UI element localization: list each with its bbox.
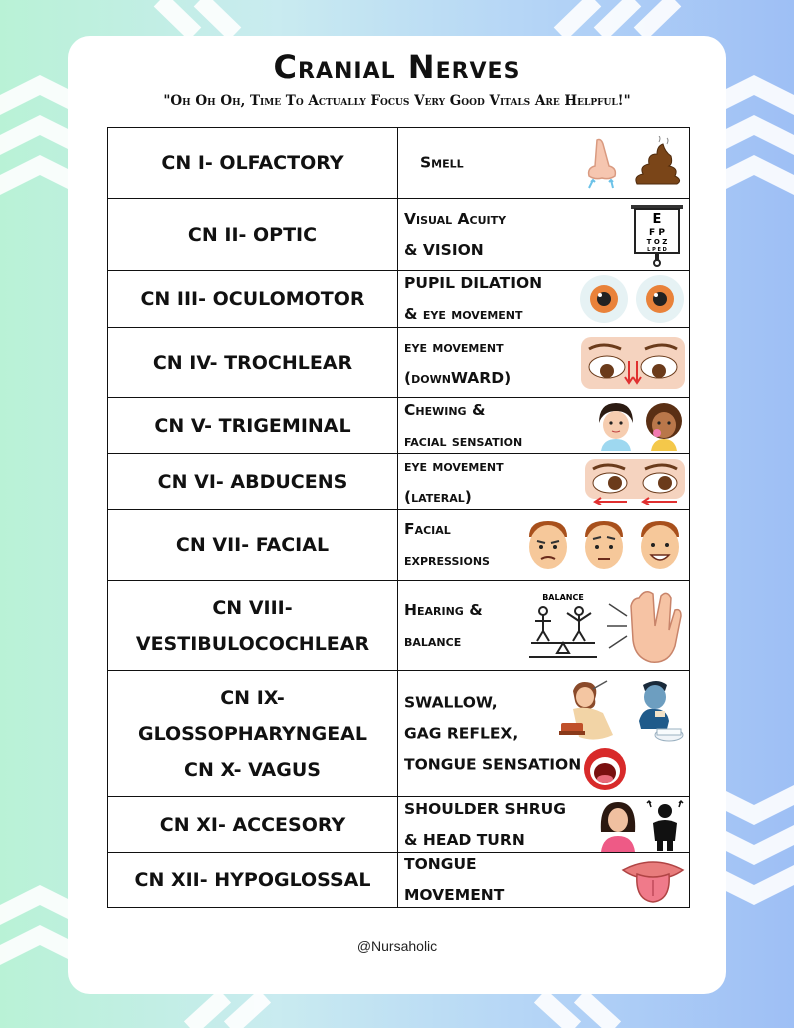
nerve-name-line: CN I- OLFACTORY (161, 152, 344, 174)
nerve-row (108, 510, 690, 581)
nerve-row (108, 797, 690, 853)
girl-chewing-icon (643, 401, 685, 451)
nerve-row (108, 328, 690, 398)
nerve-row (108, 454, 690, 510)
nerve-name (108, 853, 398, 908)
nerve-name (108, 510, 398, 581)
nerve-name-line: CN VIII- (212, 596, 293, 619)
nerve-illustrations (579, 274, 685, 324)
nerve-function-line: Hearing & (404, 600, 483, 619)
nerve-function-line: eye movement (404, 337, 504, 356)
nerve-function-line: PUPIL DILATION (404, 274, 543, 292)
nerve-name (108, 581, 398, 671)
mnemonic-subtitle: "Oh Oh Oh, Time To Actually Focus Very Good Vitals Are Helpful!" (163, 93, 631, 109)
shrug-silhouette-icon (645, 797, 685, 853)
nerve-function-line: expressions (404, 551, 490, 569)
face-worried-icon (579, 517, 629, 573)
pupil-icon (579, 274, 629, 324)
nerve-name (108, 454, 398, 510)
nerve-name-line: CN II- OPTIC (187, 223, 318, 246)
nerve-name-line: CN XI- ACCESORY (159, 813, 346, 836)
nerve-function (398, 128, 690, 199)
nerve-illustrations (547, 677, 685, 791)
woman-eating-icon (547, 679, 627, 747)
nerve-function-line: TONGUE SENSATION (404, 755, 582, 773)
balance-icon (527, 591, 599, 661)
nerve-name (108, 398, 398, 454)
pupil-icon (635, 274, 685, 324)
nerve-function-text (404, 395, 522, 457)
svg-text:T O Z: T O Z (646, 237, 668, 246)
nerve-illustrations (581, 337, 685, 389)
nerve-row (108, 199, 690, 271)
nerve-name (108, 128, 398, 199)
nerve-function (398, 398, 690, 454)
nerve-function-text (404, 794, 566, 856)
nerve-function-line: & HEAD TURN (404, 830, 525, 849)
nerve-name-line: CN VI- ABDUCENS (157, 470, 348, 493)
balance-caption: BALANCE (542, 592, 584, 602)
nerve-name-line: CN VII- FACIAL (175, 534, 330, 556)
nerve-function-text (404, 514, 490, 576)
nerve-function (398, 271, 690, 328)
nerve-row (108, 271, 690, 328)
nerve-name (108, 671, 398, 797)
nerve-row (108, 128, 690, 199)
poop-icon (631, 136, 685, 190)
nerve-function-line: balance (404, 631, 462, 650)
cranial-nerves-table (107, 127, 690, 908)
nerve-name (108, 199, 398, 271)
nerve-name-line: CN III- OCULOMOTOR (140, 288, 365, 310)
page-title: Cranial Nerves (273, 48, 521, 86)
woman-head-icon (597, 798, 639, 852)
nerve-function-line: (lateral) (404, 487, 472, 506)
nerve-function-line: (downWARD) (404, 368, 512, 387)
eye-chart-icon (629, 203, 685, 267)
face-happy-icon (635, 517, 685, 573)
nerve-name-line: CN X- VAGUS (184, 758, 321, 781)
eyes-lateral-icon (585, 459, 685, 505)
man-vomiting-icon (633, 677, 685, 747)
svg-text:F P: F P (649, 227, 665, 238)
face-sad-icon (523, 517, 573, 573)
nerve-function (398, 581, 690, 671)
nerve-function-text (404, 204, 506, 266)
nerve-function-line: TONGUE (404, 855, 477, 873)
girl-face-icon (595, 401, 637, 451)
nerve-name (108, 797, 398, 853)
nerve-function-line: Visual Acuity (404, 209, 507, 228)
nerve-row (108, 581, 690, 671)
nerve-function-line: GAG REFLEX, (404, 724, 519, 742)
nerve-illustrations (585, 459, 685, 505)
ear-icon (605, 586, 685, 666)
nerve-name-line: CN IX- (220, 686, 285, 709)
nerve-function-line: Facial (404, 520, 451, 538)
nerve-function-line: eye movement (404, 456, 504, 475)
nerve-function-line: SWALLOW, (404, 693, 498, 711)
nerve-illustrations (579, 136, 685, 190)
nerve-function-line: MOVEMENT (404, 886, 505, 904)
nerve-function (398, 853, 690, 908)
nerve-function-text (404, 595, 483, 657)
nerve-function-line: & eye movement (404, 305, 523, 323)
nerve-function-text (404, 849, 504, 911)
open-mouth-icon (583, 747, 627, 791)
nose-icon (579, 136, 625, 190)
nerve-function (398, 510, 690, 581)
nerve-function (398, 199, 690, 271)
eyes-down-icon (581, 337, 685, 389)
nerve-illustrations (527, 586, 685, 666)
nerve-name-line: GLOSSOPHARYNGEAL (137, 722, 367, 745)
nerve-name-line: CN XII- HYPOGLOSSAL (134, 869, 371, 891)
nerve-function-text (404, 451, 504, 513)
nerve-function (398, 671, 690, 797)
nerve-row (108, 853, 690, 908)
nerve-name (108, 271, 398, 328)
nerve-function-text (420, 148, 464, 179)
nerve-function-line: facial sensation (404, 431, 523, 450)
nerve-function-line: & VISION (404, 240, 484, 259)
nerve-illustrations (597, 797, 685, 853)
nerve-function-text (404, 268, 542, 330)
svg-text:E: E (652, 211, 662, 227)
nerve-illustrations (595, 401, 685, 451)
nerve-function-text (404, 332, 511, 394)
nerve-name (108, 328, 398, 398)
nerve-function-line: SHOULDER SHRUG (404, 799, 566, 818)
nerve-function (398, 328, 690, 398)
nerve-illustrations (629, 203, 685, 267)
svg-text:L P E D: L P E D (647, 246, 667, 253)
nerve-illustrations (621, 856, 685, 904)
nerve-function (398, 797, 690, 853)
nerve-name-line: CN IV- TROCHLEAR (152, 351, 353, 374)
nerve-name-line: CN V- TRIGEMINAL (154, 414, 351, 437)
nerve-name-line: VESTIBULOCOCHLEAR (135, 632, 370, 655)
tongue-icon (621, 856, 685, 904)
nerve-row (108, 398, 690, 454)
nerve-function-line: Chewing & (404, 400, 486, 419)
nerve-illustrations (523, 517, 685, 573)
nerve-function-line: Smell (420, 153, 464, 172)
nerve-function (398, 454, 690, 510)
nerve-row (108, 671, 690, 797)
footer-credit: @Nursaholic (356, 938, 438, 954)
